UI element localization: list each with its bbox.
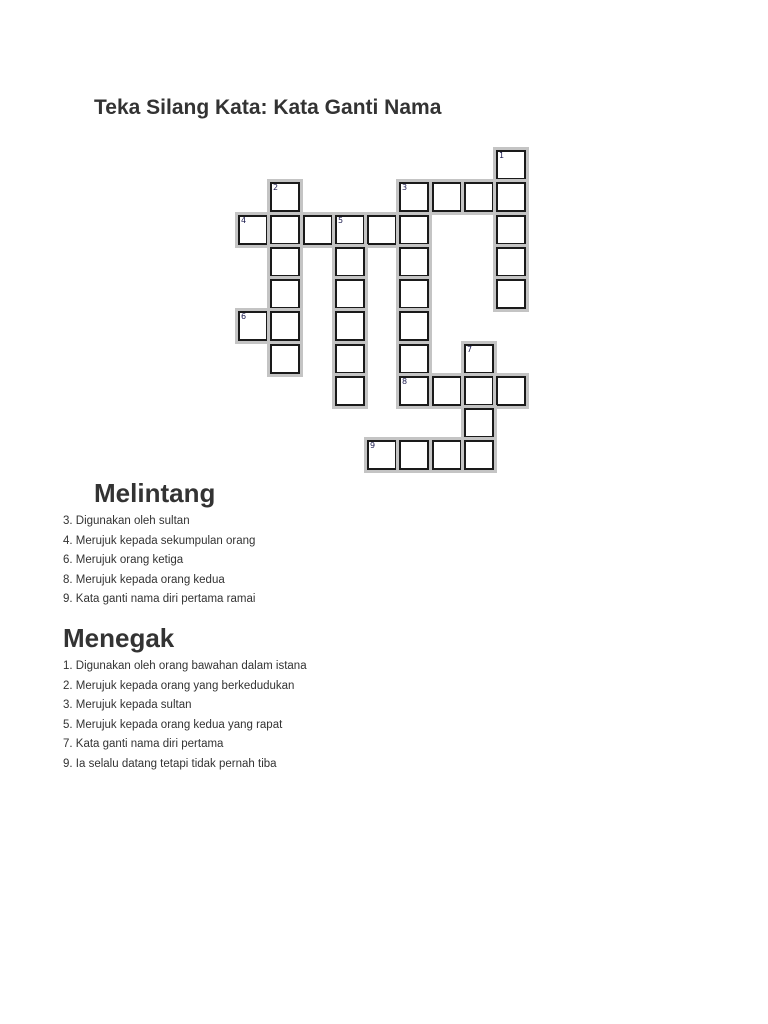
crossword-cell[interactable] — [399, 440, 429, 470]
crossword-cell[interactable] — [399, 182, 429, 212]
crossword-cell[interactable] — [464, 376, 494, 406]
clue-across-9: 9. Kata ganti nama diri pertama ramai — [63, 593, 256, 605]
crossword-cell[interactable] — [270, 247, 300, 277]
crossword-cell[interactable] — [270, 215, 300, 245]
crossword-cell[interactable] — [335, 344, 365, 374]
clue-number: 8 — [402, 377, 408, 386]
across-clue-list — [63, 512, 255, 610]
crossword-cell[interactable] — [464, 182, 494, 212]
clue-across-3: 3. Digunakan oleh sultan — [63, 515, 190, 527]
clue-down-3: 3. Merujuk kepada sultan — [63, 699, 192, 711]
clue-down-5: 5. Merujuk kepada orang kedua yang rapat — [63, 718, 283, 731]
crossword-cell[interactable] — [238, 215, 268, 245]
crossword-cell[interactable] — [496, 215, 526, 245]
crossword-cell[interactable] — [399, 215, 429, 245]
clue-down-9: 9. Ia selalu datang tetapi tidak pernah tiba — [63, 757, 277, 770]
crossword-cell[interactable] — [496, 247, 526, 277]
crossword-cell[interactable] — [270, 344, 300, 374]
clue-number: 7 — [467, 345, 473, 354]
crossword-cell[interactable] — [496, 279, 526, 309]
crossword-cell[interactable] — [399, 376, 429, 406]
crossword-cell[interactable] — [432, 440, 462, 470]
crossword-cell[interactable] — [464, 344, 494, 374]
across-heading: Melintang — [94, 478, 216, 508]
crossword-cell[interactable] — [367, 440, 397, 470]
clue-down-1: 1. Digunakan oleh orang bawahan dalam istana — [63, 660, 307, 672]
crossword-cell[interactable] — [496, 150, 526, 180]
crossword-cell[interactable] — [367, 215, 397, 245]
crossword-cell[interactable] — [399, 311, 429, 341]
clue-number: 1 — [499, 151, 505, 160]
down-clue-list — [63, 657, 307, 774]
crossword-cell[interactable] — [270, 182, 300, 212]
clue-number: 2 — [273, 183, 279, 192]
crossword-cell[interactable] — [335, 376, 365, 406]
clue-across-6: 6. Merujuk orang ketiga — [63, 554, 184, 566]
crossword-cell[interactable] — [399, 279, 429, 309]
crossword-cell[interactable] — [399, 344, 429, 374]
crossword-cell[interactable] — [496, 182, 526, 212]
crossword-cell[interactable] — [238, 311, 268, 341]
clue-number: 3 — [402, 183, 408, 192]
clue-across-8: 8. Merujuk kepada orang kedua — [63, 573, 225, 586]
crossword-cell[interactable] — [335, 311, 365, 341]
clue-number: 9 — [370, 441, 376, 450]
crossword-cell[interactable] — [303, 215, 333, 245]
clue-number: 5 — [338, 216, 344, 225]
crossword-cell[interactable] — [464, 408, 494, 438]
clue-down-7: 7. Kata ganti nama diri pertama — [63, 738, 224, 750]
clue-number: 4 — [241, 216, 247, 225]
crossword-cell[interactable] — [335, 215, 365, 245]
clue-across-4: 4. Merujuk kepada sekumpulan orang — [63, 534, 256, 547]
crossword-cell[interactable] — [399, 247, 429, 277]
crossword-cell[interactable] — [270, 279, 300, 309]
crossword-cell[interactable] — [464, 440, 494, 470]
down-heading: Menegak — [63, 623, 175, 653]
crossword-cell[interactable] — [432, 376, 462, 406]
crossword-cell[interactable] — [335, 247, 365, 277]
crossword-cell[interactable] — [432, 182, 462, 212]
page-title: Teka Silang Kata: Kata Ganti Nama — [94, 96, 442, 119]
clue-number: 6 — [241, 312, 247, 321]
crossword-cell[interactable] — [335, 279, 365, 309]
crossword-cell[interactable] — [270, 311, 300, 341]
clue-down-2: 2. Merujuk kepada orang yang berkedudukan — [63, 679, 295, 692]
crossword-cell[interactable] — [496, 376, 526, 406]
